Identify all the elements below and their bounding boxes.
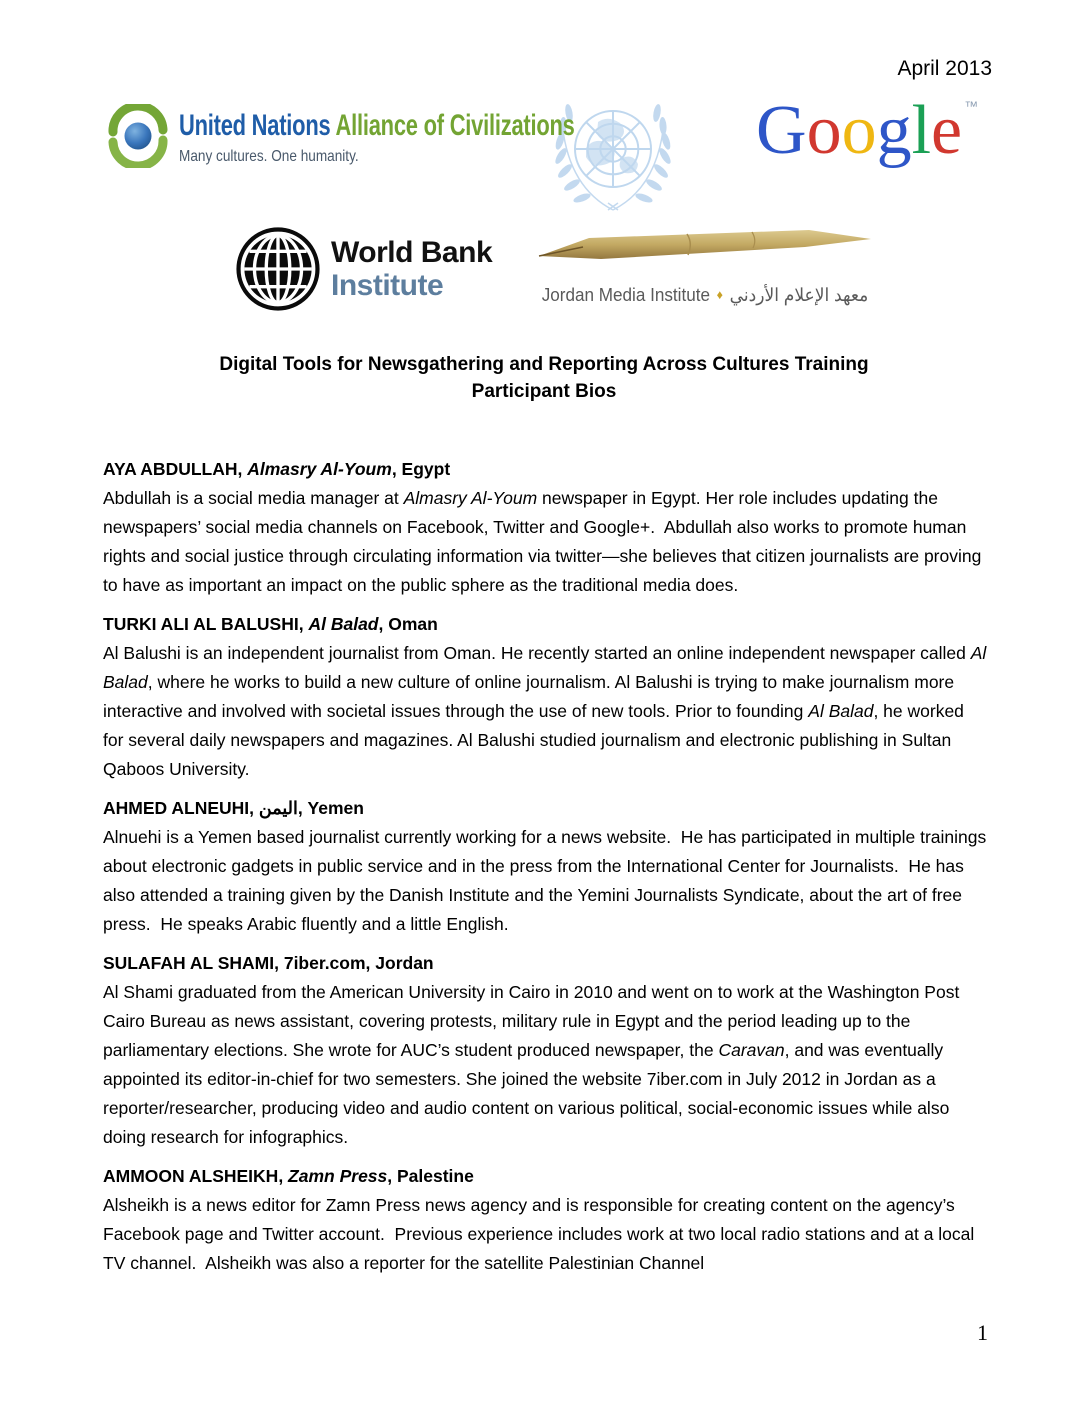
- bio-section: [103, 794, 992, 939]
- bio-heading-run: , Egypt: [391, 459, 451, 479]
- google-letter: e: [931, 92, 963, 169]
- bio-heading-run: AHMED ALNEUHI,: [103, 798, 259, 818]
- bio-heading-run: AYA ABDULLAH,: [103, 459, 248, 479]
- jmi-caption: [525, 285, 884, 306]
- bio-heading: [103, 949, 988, 978]
- bio-section: [103, 1162, 988, 1278]
- bio-paragraph: [103, 639, 992, 784]
- jmi-diamond-icon: ♦: [716, 287, 723, 302]
- worldbank-text: [331, 236, 492, 302]
- bio-body-run: Al Balushi is an independent journalist from Oman. He recently started an online independent newspaper called: [103, 643, 971, 663]
- worldbank-name: World Bank: [331, 236, 493, 269]
- bio-body-run: Almasry Al-Youm: [403, 488, 538, 508]
- jmi-name-latin: Jordan Media Institute: [541, 285, 710, 305]
- worldbank-globe-icon: [236, 227, 320, 311]
- date-text: April 2013: [897, 57, 992, 80]
- bio-body-run: Al Balad: [808, 701, 874, 721]
- google-logo: [756, 92, 979, 169]
- bio-body-run: Al Shami graduated from the American University in Cairo in 2010 and went on to work at the Washington Post Cairo Bureau as news assistant, covering protests, military rule in Egypt and the period leading up to the parliamentary elections. She wrote for AUC’s student produced newspaper, the: [103, 982, 965, 1060]
- bio-heading-run: Zamn Press: [288, 1166, 388, 1186]
- bio-heading: [103, 1162, 988, 1191]
- bio-heading-run: اليمن: [258, 798, 298, 818]
- google-letter: G: [756, 92, 807, 169]
- bio-heading-run: AMMOON ALSHEIKH,: [103, 1166, 289, 1186]
- bio-body-run: Abdullah is a social media manager at: [103, 488, 404, 508]
- unaoc-tagline: Many cultures. One humanity.: [179, 147, 359, 165]
- google-letter: o: [841, 92, 877, 169]
- bio-heading-run: TURKI ALI AL BALUSHI,: [103, 614, 309, 634]
- jmi-name-arabic: معهد الإعلام الأردني: [729, 285, 869, 305]
- bio-heading-run: SULAFAH AL SHAMI, 7iber.com, Jordan: [103, 953, 434, 973]
- worldbank-logo: [236, 227, 492, 311]
- worldbank-institute: Institute: [331, 269, 444, 302]
- google-letter: g: [876, 92, 912, 169]
- bio-body-run: , and was eventually appointed its editor-in-chief for two semesters. She joined the website 7iber.com in July 2012 in Jordan as a reporter/researcher, producing video and audio content on various political, social-economic issues while also doing research for infographics.: [103, 1040, 955, 1147]
- bio-heading-run: Almasry Al-Youm: [247, 459, 392, 479]
- bio-body-run: Alsheikh is a news editor for Zamn Press news agency and is responsible for creating content on the agency’s Facebook page and Twitter account. Previous experience includes work at two local radio stations and at a local TV channel. Alsheikh was also a reporter for the satellite Palestinian Channel: [103, 1195, 979, 1273]
- document-title: [0, 351, 1088, 405]
- bio-heading-run: Al Balad: [308, 614, 379, 634]
- document-title-line1: Digital Tools for Newsgathering and Reporting Across Cultures Training: [219, 354, 869, 375]
- jmi-reed-pen-icon: [537, 226, 873, 272]
- bio-section: [103, 949, 988, 1152]
- bio-heading: [103, 794, 988, 823]
- unaoc-name: [179, 110, 575, 142]
- unaoc-name-blue: United Nations: [179, 109, 331, 142]
- jmi-logo: [516, 226, 894, 306]
- bio-paragraph: [103, 823, 992, 939]
- google-letter: l: [911, 92, 932, 169]
- bio-heading: [103, 455, 988, 484]
- bio-body-run: , he worked for several daily newspapers and magazines. Al Balushi studied journalism and electronic publishing in Sultan Qaboos University.: [103, 701, 969, 779]
- unaoc-swirl-icon: [106, 104, 170, 168]
- bio-heading-run: , Oman: [378, 614, 438, 634]
- google-trademark: ™: [964, 98, 979, 114]
- bio-paragraph: [103, 1191, 988, 1278]
- bio-body-run: Caravan: [718, 1040, 785, 1060]
- bio-body-run: Al Balad: [103, 643, 992, 692]
- bio-paragraph: [103, 484, 988, 600]
- unaoc-logo: [106, 104, 721, 168]
- google-letter: o: [806, 92, 842, 169]
- bio-heading-run: , Yemen: [297, 798, 364, 818]
- unaoc-text: [179, 104, 721, 166]
- document-title-line2: Participant Bios: [471, 381, 617, 402]
- bio-body-run: Alnuehi is a Yemen based journalist currently working for a news website. He has participated in multiple trainings about electronic gadgets in public service and in the press from the International Center for Journalists. He has also attended a training given by the Danish Institute and the Yemini Journalists Syndicate, about the art of free press. He speaks Arabic fluently and a little English.: [103, 827, 992, 934]
- bio-paragraph: [103, 978, 988, 1152]
- bio-heading-run: , Palestine: [387, 1166, 474, 1186]
- bio-body-run: , where he works to build a new culture of online journalism. Al Balushi is trying to make journalism more interactive and involved with societal issues through the use of new tools. Prior to founding: [103, 672, 959, 721]
- bio-heading: [103, 610, 988, 639]
- bio-body-run: newspaper in Egypt. Her role includes updating the newspapers’ social media channels on Facebook, Twitter and Google+. Abdullah also works to promote human rights and social justice through circulating information via twitter—she believes that citizen journalists are proving to have as important an impact on the public sphere as the traditional media does.: [103, 488, 987, 595]
- bios: [103, 455, 992, 1278]
- google-letters: [756, 92, 962, 169]
- bio-section: [103, 610, 992, 784]
- bio-section: [103, 455, 988, 600]
- unaoc-name-green: Alliance of Civilizations: [330, 109, 575, 142]
- page-number: 1: [977, 1320, 988, 1345]
